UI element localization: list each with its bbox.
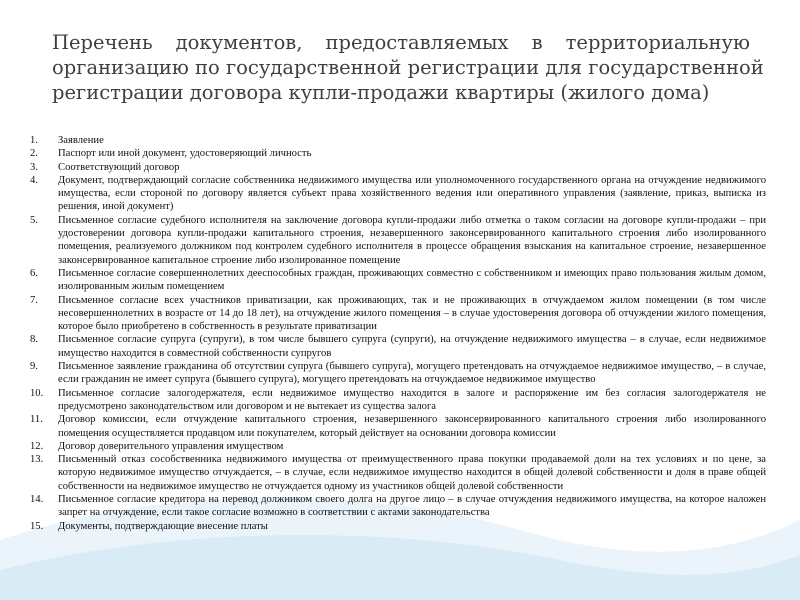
list-item	[30, 440, 766, 453]
list-item-text: Соответствующий договор	[58, 161, 180, 173]
list-item	[30, 387, 766, 414]
list-item-number: 12.	[30, 440, 44, 452]
list-item-text: Письменное согласие судебного исполнителя на заключение договора купли-продажи либо отметка о таком согласии на договоре купли-продажи – при удостоверении договора купли-продажи капитального строения, незавершенного законсервированного капитального строения либо изолированного помещения, реализуемого должником под контролем судебного исполнителя в процессе обращения взыскания на капитальное строение, незавершенное законсервированное капитальное строение либо изолированное помещение	[58, 214, 766, 266]
documents-list	[30, 134, 766, 533]
list-item-number: 10.	[30, 387, 44, 399]
list-item-text: Письменное согласие залогодержателя, если недвижимое имущество находится в залоге и распоряжение им без согласия залогодержателя не предусмотрено законодательством или договором и не вытекает из существа залога	[58, 387, 766, 412]
list-item-text: Документ, подтверждающий согласие собственника недвижимого имущества или уполномоченного государственного органа на отчуждение недвижимого имущества, если стороной по договору является субъект права хозяйственного ведения или оперативного управления (заявление, приказ, выписка из решения, иной документ)	[58, 174, 766, 213]
list-item-text: Письменное заявление гражданина об отсутствии супруга (бывшего супруга), могущего претендовать на отчуждаемое недвижимое имущество, – в случае, если гражданин не имеет супруга (бывшего супруга), могущего претендовать на отчуждаемое недвижимое имущество	[58, 361, 766, 386]
list-item-number: 5.	[30, 214, 38, 226]
list-item-text: Заявление	[58, 135, 104, 146]
list-item-text: Договор комиссии, если отчуждение капитального строения, незавершенного законсервированного капитального строения либо изолированного помещения осуществляется продавцом или покупателем, который действует на основании договора комиссии	[58, 414, 766, 439]
list-item	[30, 267, 766, 294]
list-item-number: 6.	[30, 267, 38, 279]
slide-title	[52, 30, 764, 105]
list-item	[30, 453, 766, 493]
list-item	[30, 174, 766, 214]
list-item	[30, 520, 766, 533]
list-item-text: Письменное согласие всех участников приватизации, как проживающих, так и не проживающих в отчуждаемом жилом помещении (в том числе несовершеннолетних в возрасте от 14 до 18 лет), на отчуждение жилого помещения – в случае удостоверения договора об отчуждении жилого помещения, которое было приобретено в собственность в результате приватизации	[58, 294, 766, 333]
list-item-number: 9.	[30, 361, 38, 373]
title-line-2: организацию по государственной регистрации для государственной	[52, 56, 764, 79]
list-item	[30, 360, 766, 387]
list-item-text: Письменное согласие кредитора на перевод должником своего долга на другое лицо – в случае отчуждения недвижимого имущества, на которое наложен запрет на отчуждение, если такое согласие возможно в соответствии с актами законодательства	[58, 494, 766, 519]
list-item-number: 3.	[30, 161, 38, 173]
list-item-number: 13.	[30, 454, 44, 466]
list-item-text: Письменное согласие супруга (супруги), в том числе бывшего супруга (супруги), на отчуждение недвижимого имущества – в случае, если недвижимое имущество находится в совместной собственности супругов	[58, 334, 766, 359]
list-item-text: Паспорт или иной документ, удостоверяющий личность	[58, 148, 312, 160]
list-item	[30, 147, 766, 160]
list-item-text: Договор доверительного управления имуществом	[58, 440, 284, 452]
list-item-text: Письменный отказ сособственника недвижимого имущества от преимущественного права покупки продаваемой доли на тех условиях и по цене, за которую недвижимое имущество отчуждается, – в случае, если недвижимое имущество находится в общей долевой собственности и доля в праве общей собственности на недвижимое имущество не отчуждается одному из участников общей долевой собственности	[58, 454, 766, 492]
list-item-number: 15.	[30, 520, 44, 532]
list-item-text: Документы, подтверждающие внесение платы	[58, 520, 268, 532]
list-item	[30, 134, 766, 147]
list-item-number: 14.	[30, 494, 44, 506]
list-item	[30, 413, 766, 440]
list-item	[30, 161, 766, 174]
list-item	[30, 214, 766, 267]
list-item	[30, 294, 766, 334]
list-item-text: Письменное согласие совершеннолетних дееспособных граждан, проживающих совместно с собственником и имеющих право пользования жилым домом, изолированным жилым помещением	[58, 267, 766, 293]
title-line-1: Перечень документов, предоставляемых в территориальную	[52, 31, 750, 54]
list-item-number: 1.	[30, 135, 38, 146]
list-item-number: 8.	[30, 334, 38, 346]
list-item-number: 2.	[30, 148, 38, 160]
list-item	[30, 493, 766, 520]
title-line-3: регистрации договора купли-продажи квартиры (жилого дома)	[52, 81, 710, 104]
list-item-number: 11.	[30, 414, 43, 426]
list-item-number: 4.	[30, 174, 38, 186]
list-item	[30, 333, 766, 360]
list-item-number: 7.	[30, 294, 38, 306]
